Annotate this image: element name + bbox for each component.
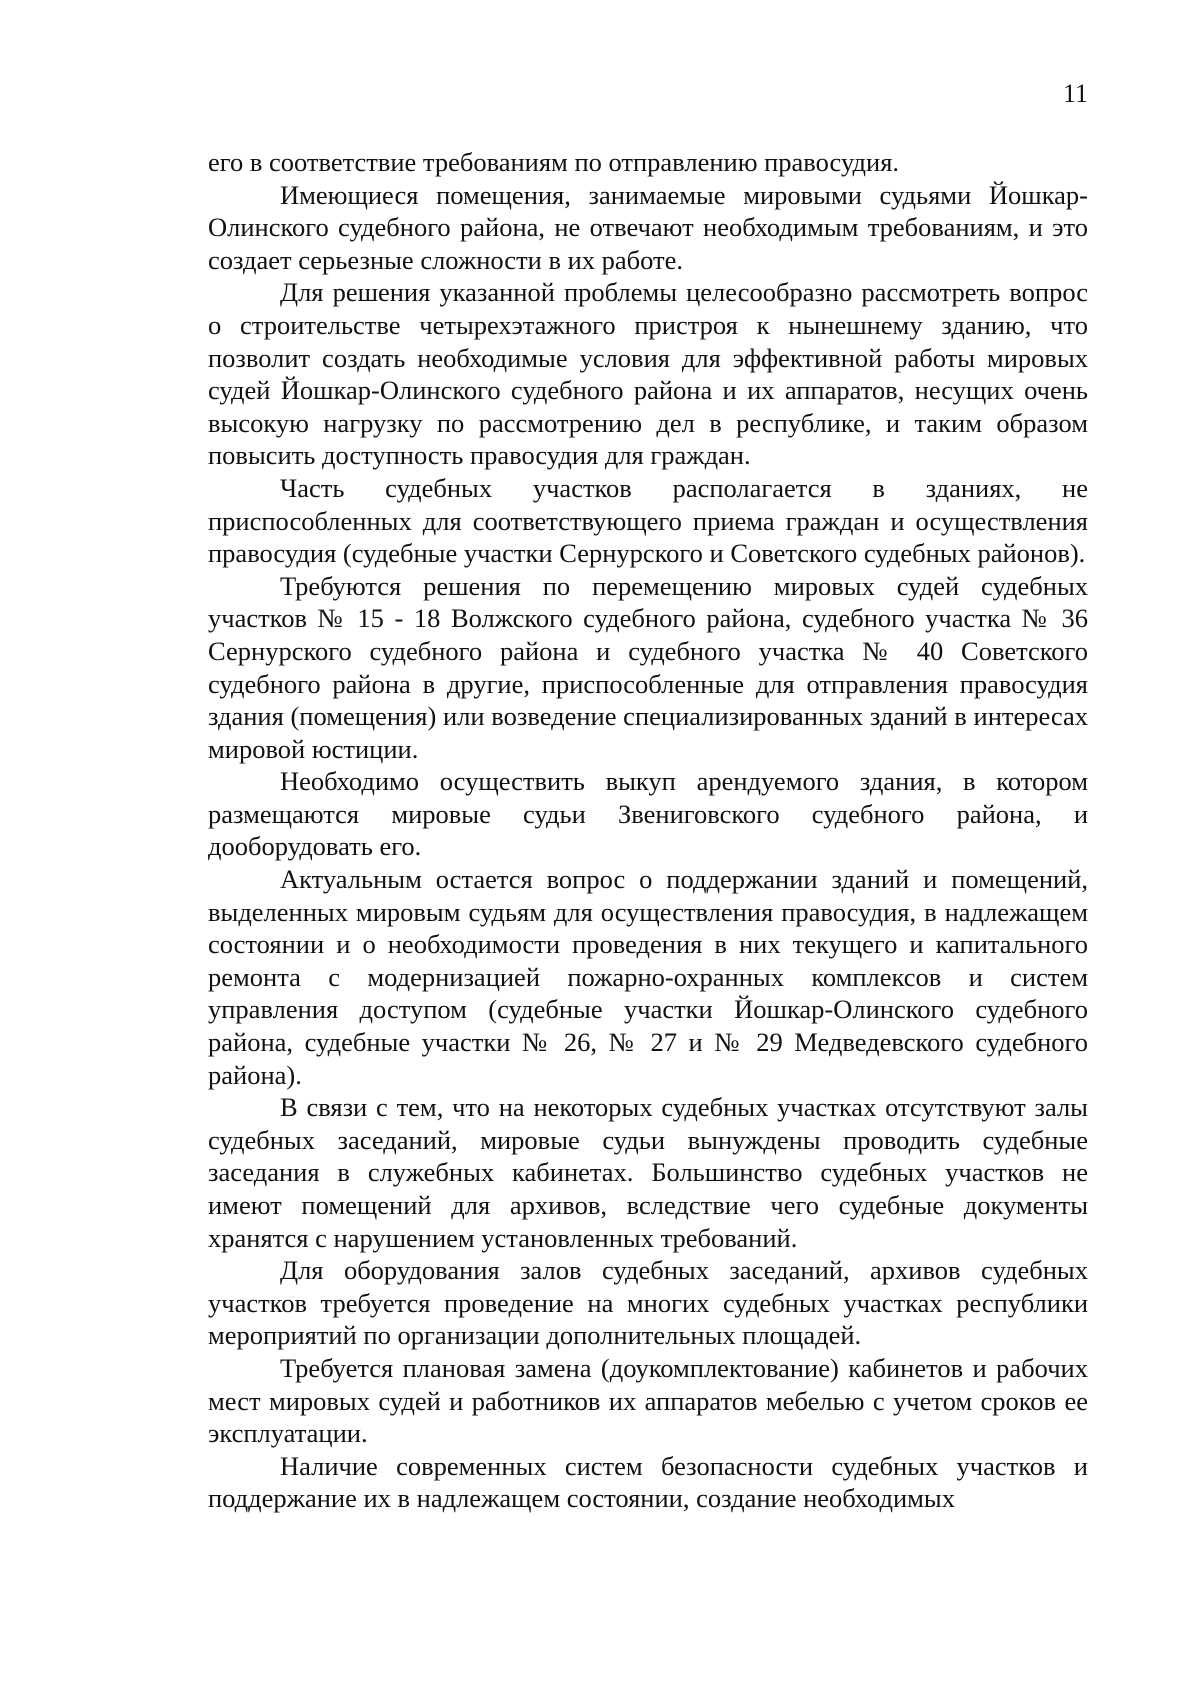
paragraph-continuation: его в соответствие требованиям по отправлению правосудия.	[208, 147, 900, 177]
paragraph: Для решения указанной проблемы целесообразно рассмотреть вопрос о строительстве четырехэтажного пристроя к нынешнему зданию, что позволит создать необходимые условия для эффективной работы мировых судей Йошкар-Олинского судебного района и их аппаратов, несущих очень высокую нагрузку по рассмотрению дел в республике, и таким образом повысить доступность правосудия для граждан.	[208, 277, 1088, 471]
paragraph: Актуальным остается вопрос о поддержании зданий и помещений, выделенных мировым судьям для осуществления правосудия, в надлежащем состоянии и о необходимости проведения в них текущего и капитального ремонта с модернизацией пожарно-охранных комплексов и систем управления доступом (судебные участки Йошкар-Олинского судебного района, судебные участки № 26, № 27 и № 29 Медведевского судебного района).	[208, 864, 1088, 1090]
paragraph: Для оборудования залов судебных заседаний, архивов судебных участков требуется проведение на многих судебных участках республики мероприятий по организации дополнительных площадей.	[208, 1255, 1088, 1351]
paragraph-truncated: Наличие современных систем безопасности судебных участков и поддержание их в надлежащем состоянии, создание необходимых	[208, 1450, 1088, 1514]
paragraph: Требуется плановая замена (доукомплектование) кабинетов и рабочих мест мировых судей и работников их аппаратов мебелью с учетом сроков ее эксплуатации.	[208, 1352, 1088, 1449]
paragraph: Имеющиеся помещения, занимаемые мировыми судьями Йошкар-Олинского судебного района, не отвечают необходимым требованиям, и это создает серьезные сложности в их работе.	[208, 179, 1088, 275]
document-body	[208, 146, 1088, 1515]
page-number: 11	[1062, 79, 1088, 108]
paragraph: В связи с тем, что на некоторых судебных участках отсутствуют залы судебных заседаний, мировые судьи вынуждены проводить судебные заседания в служебных кабинетах. Большинство судебных участков не имеют помещений для архивов, вследствие чего судебные документы хранятся с нарушением установленных требований.	[208, 1092, 1088, 1253]
paragraph: Часть судебных участков располагается в зданиях, не приспособленных для соответствующего приема граждан и осуществления правосудия (судебные участки Сернурского и Советского судебных районов).	[208, 472, 1088, 569]
paragraph: Требуются решения по перемещению мировых судей судебных участков № 15 - 18 Волжского судебного района, судебного участка № 36 Сернурского судебного района и судебного участка № 40 Советского судебного района в другие, приспособленные для отправления правосудия здания (помещения) или возведение специализированных зданий в интересах мировой юстиции.	[208, 570, 1088, 764]
paragraph: Необходимо осуществить выкуп арендуемого здания, в котором размещаются мировые судьи Звениговского судебного района, и дооборудовать его.	[208, 766, 1088, 862]
